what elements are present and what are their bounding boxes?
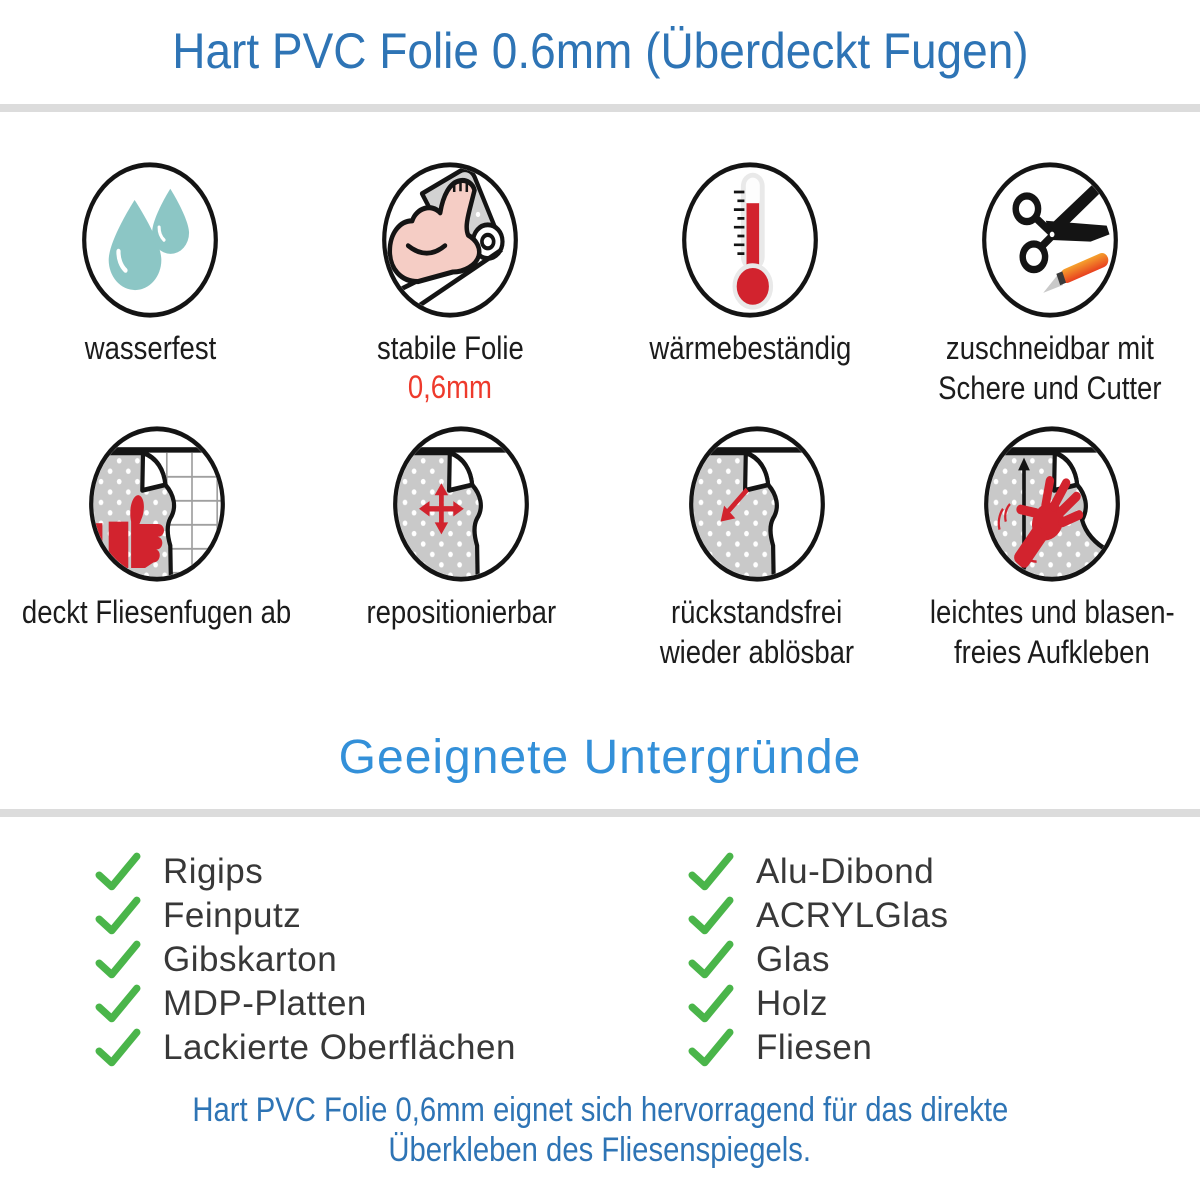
substrate-label: Alu-Dibond: [756, 852, 935, 891]
feature-caption-line: stabile Folie: [376, 330, 524, 366]
feature-rueckstandsfrei: [609, 424, 905, 672]
footer-note: [0, 1090, 1200, 1170]
feature-stabile-folie: [300, 160, 600, 408]
substrate-item: [95, 1026, 516, 1070]
feature-row-2: [0, 424, 1200, 672]
foil-peel-arrow-icon: [687, 424, 827, 584]
green-check-icon: [95, 852, 141, 892]
feature-waermebestaendig: [600, 160, 900, 408]
feature-sub-text: 0,6mm: [407, 369, 493, 405]
substrate-label: Feinputz: [163, 896, 302, 935]
section-heading: Geeignete Untergründe: [338, 731, 862, 784]
green-check-icon: [95, 940, 141, 980]
feature-caption: [365, 328, 536, 368]
feature-zuschneidbar: [900, 160, 1200, 408]
feature-caption-line: zuschneidbar mit: [945, 330, 1155, 366]
water-drops-icon: [80, 160, 220, 320]
feature-caption: [633, 328, 868, 408]
feature-caption: [644, 592, 870, 672]
green-check-icon: [688, 940, 734, 980]
feature-deckt-fliesenfugen: [0, 424, 313, 672]
feature-wasserfest: [0, 160, 300, 408]
feature-caption: [920, 328, 1180, 408]
substrate-item: [95, 850, 516, 894]
substrate-item: [688, 894, 949, 938]
substrate-item: [95, 982, 516, 1026]
substrates-list-left: [95, 850, 516, 1070]
substrate-label: Rigips: [163, 852, 264, 891]
feature-caption-line: freies Aufkleben: [954, 634, 1151, 670]
footer-line-1: Hart PVC Folie 0,6mm eignet sich hervorragend für das direkte: [192, 1091, 1008, 1129]
substrate-label: Glas: [756, 940, 830, 979]
substrate-item: [95, 938, 516, 982]
substrate-item: [688, 850, 949, 894]
feature-leichtes-aufkleben: [904, 424, 1200, 672]
green-check-icon: [95, 896, 141, 936]
green-check-icon: [688, 896, 734, 936]
substrate-item: [688, 982, 949, 1026]
feature-caption-line: repositionierbar: [366, 594, 556, 630]
feature-caption-line: leichtes und blasen-: [929, 594, 1175, 630]
green-check-icon: [688, 984, 734, 1024]
substrate-label: Lackierte Oberflächen: [163, 1028, 516, 1067]
feature-caption: [74, 328, 227, 408]
page-title: [0, 22, 1200, 80]
feature-repositionierbar: [313, 424, 609, 672]
substrate-label: Fliesen: [756, 1028, 873, 1067]
scissors-cutter-icon: [980, 160, 1120, 320]
substrate-item: [688, 938, 949, 982]
page-title-text: Hart PVC Folie 0.6mm (Überdeckt Fugen): [171, 23, 1029, 79]
feature-caption: [0, 592, 313, 672]
foil-tile-thumbs-up-icon: [87, 424, 227, 584]
substrate-label: Gibskarton: [163, 940, 338, 979]
footer-line-2: Überkleben des Fliesenspiegels.: [388, 1131, 812, 1169]
substrate-label: Holz: [756, 984, 829, 1023]
substrate-item: [688, 1026, 949, 1070]
feature-caption-line: wieder ablösbar: [659, 634, 854, 670]
green-check-icon: [95, 1028, 141, 1068]
feature-caption: [910, 592, 1195, 672]
divider-middle: [0, 809, 1200, 817]
divider-top: [0, 104, 1200, 112]
green-check-icon: [688, 852, 734, 892]
thermometer-icon: [680, 160, 820, 320]
substrates-list-right: [688, 850, 949, 1070]
feature-row-1: [0, 160, 1200, 408]
muscle-foil-roll-icon: [380, 160, 520, 320]
feature-caption-line: deckt Fliesenfugen ab: [21, 594, 292, 630]
feature-caption: [351, 592, 572, 672]
substrate-item: [95, 894, 516, 938]
feature-sub-caption: [401, 368, 499, 406]
substrate-label: MDP-Platten: [163, 984, 367, 1023]
feature-caption-line: Schere und Cutter: [938, 370, 1162, 406]
green-check-icon: [688, 1028, 734, 1068]
substrate-label: ACRYLGlas: [756, 896, 949, 935]
green-check-icon: [95, 984, 141, 1024]
feature-caption-line: wasserfest: [84, 330, 216, 366]
foil-hand-smooth-icon: [982, 424, 1122, 584]
foil-move-arrows-icon: [391, 424, 531, 584]
feature-caption-line: rückstandsfrei: [670, 594, 843, 630]
feature-caption-line: wärmebeständig: [649, 330, 851, 366]
